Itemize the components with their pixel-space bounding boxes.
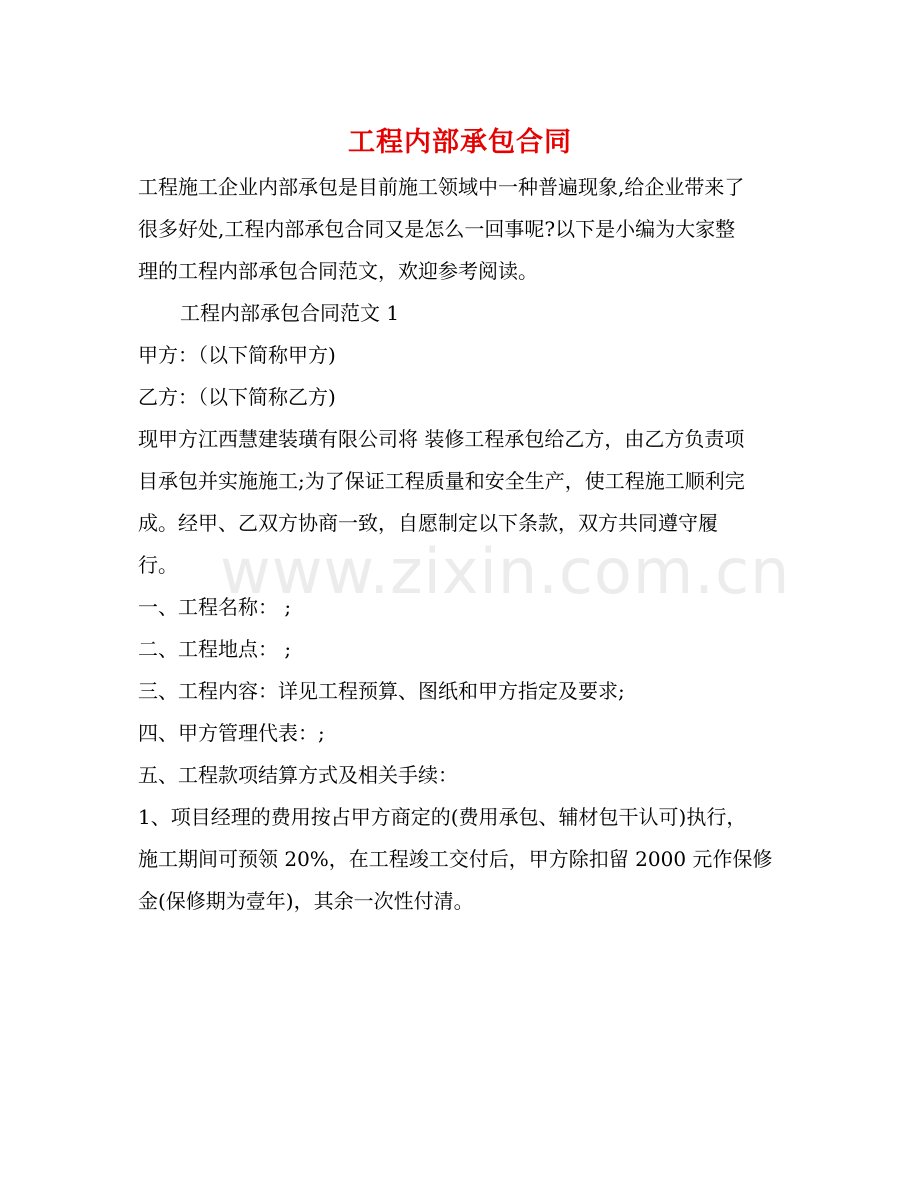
paragraph-line: 现甲方江西慧建装璜有限公司将 装修工程承包给乙方，由乙方负责项 [138, 427, 745, 451]
paragraph-line: 成。经甲、乙双方协商一致，自愿制定以下条款，双方共同遵守履 [138, 511, 718, 535]
paragraph-line: 很多好处,工程内部承包合同又是怎么一回事呢?以下是小编为大家整 [138, 217, 736, 241]
paragraph-line: 目承包并实施施工;为了保证工程质量和安全生产，使工程施工顺利完 [138, 469, 745, 493]
paragraph-line: 理的工程内部承包合同范文，欢迎参考阅读。 [138, 259, 538, 283]
paragraph-line: 金(保修期为壹年)，其余一次性付清。 [138, 889, 474, 913]
paragraph-line: 1、项目经理的费用按占甲方商定的(费用承包、辅材包干认可)执行， [138, 805, 747, 829]
clause-project-location: 二、工程地点： ; [138, 637, 292, 661]
document-body [138, 175, 791, 933]
party-b-line: 乙方：（以下简称乙方) [138, 385, 336, 409]
clause-payment-settlement: 五、工程款项结算方式及相关手续： [138, 763, 458, 787]
clause-project-content: 三、工程内容：详见工程预算、图纸和甲方指定及要求; [138, 679, 625, 703]
paragraph-line: 施工期间可预领 20%，在工程竣工交付后，甲方除扣留 2000 元作保修 [138, 847, 773, 871]
clause-project-name: 一、工程名称： ; [138, 595, 292, 619]
paragraph-line: 工程施工企业内部承包是目前施工领域中一种普遍现象,给企业带来了 [138, 175, 745, 199]
section-heading: 工程内部承包合同范文 1 [180, 301, 400, 325]
clause-party-a-representative: 四、甲方管理代表：; [138, 721, 325, 745]
paragraph-line: 行。 [138, 553, 178, 577]
party-a-line: 甲方：（以下简称甲方) [138, 343, 336, 367]
watermark: www.zixin.com.cn [220, 535, 791, 608]
document-title: 工程内部承包合同 [348, 127, 572, 158]
